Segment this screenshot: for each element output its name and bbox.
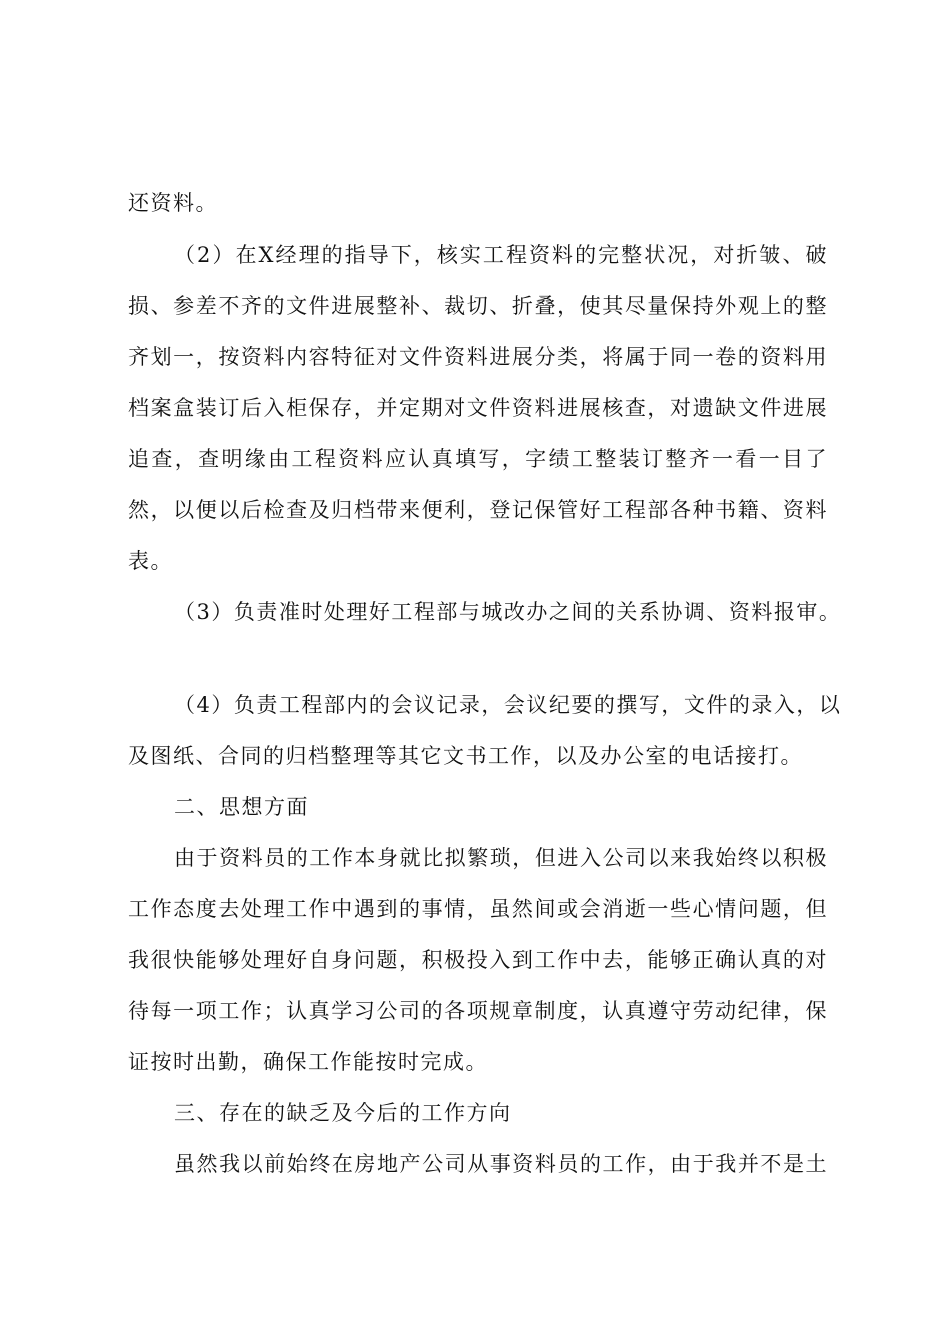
text-line: （4）负责工程部内的会议记录，会议纪要的撰写，文件的录入，以 [174,693,842,717]
text-line: （2）在X经理的指导下，核实工程资料的完整状况，对折皱、破 [174,243,828,267]
text-line: 工作态度去处理工作中遇到的事情，虽然间或会消逝一些心情问题，但 [128,897,828,921]
text-line: 损、参差不齐的文件进展整补、裁切、折叠，使其尽量保持外观上的整 [128,294,828,318]
text-line: 及图纸、合同的归档整理等其它文书工作，以及办公室的电话接打。 [128,744,803,768]
text-line: 证按时出勤，确保工作能按时完成。 [128,1050,488,1074]
text-line: 档案盒装订后入柜保存，并定期对文件资料进展核查，对遗缺文件进展 [128,396,828,420]
text-line: 表。 [128,549,173,573]
section-heading: 二、思想方面 [174,795,309,819]
text-line: 齐划一，按资料内容特征对文件资料进展分类，将属于同一卷的资料用 [128,345,828,369]
text-line: 还资料。 [128,191,218,215]
text-line: 追查，查明缘由工程资料应认真填写，字绩工整装订整齐一看一目了 [128,447,828,471]
text-line: （3）负责准时处理好工程部与城改办之间的关系协调、资料报审。 [174,600,842,624]
section-heading: 三、存在的缺乏及今后的工作方向 [174,1101,512,1125]
text-line: 由于资料员的工作本身就比拟繁琐，但进入公司以来我始终以积极 [174,846,828,870]
text-line: 待每一项工作；认真学习公司的各项规章制度，认真遵守劳动纪律，保 [128,999,828,1023]
text-line: 虽然我以前始终在房地产公司从事资料员的工作，由于我并不是土 [174,1152,828,1176]
text-line: 然，以便以后检查及归档带来便利，登记保管好工程部各种书籍、资料 [128,498,828,522]
text-line: 我很快能够处理好自身问题，积极投入到工作中去，能够正确认真的对 [128,948,828,972]
